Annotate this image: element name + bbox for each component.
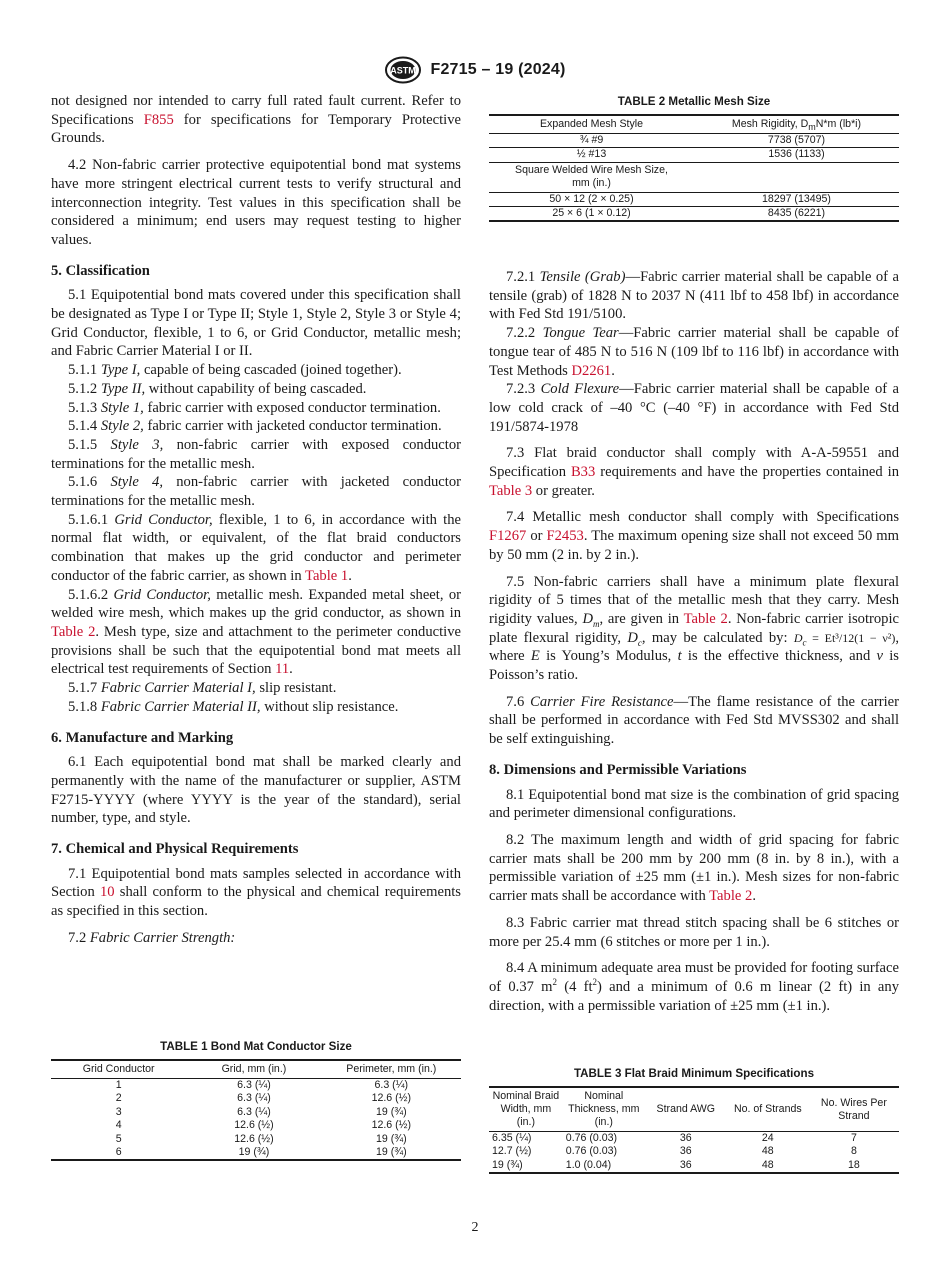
table-header-cell: Grid, mm (in.)	[186, 1060, 321, 1079]
paragraph-5-1-5: 5.1.5 Style 3, non-fabric carrier with exposed conductor terminations for the metallic mesh.	[51, 436, 461, 472]
paragraph-7-5: 7.5 Non-fabric carriers shall have a minimum plate flexural rigidity of 5 times that of the metallic mesh that they carry. Mesh rigidity values, $D_m$, are given in Table 2. Non-fabric carrier isotropic plate flexural rigidity, $D_c$, may be calculated by: $D_c = Et^3/12(1 - \nu^2)$, where E is Young’s Modulus, t is the effective thickness, and v is Poisson’s ratio.	[489, 573, 899, 684]
paragraph-7-2-3: 7.2.3 Cold Flexure—Fabric carrier material shall be capable of a low cold crack of –40 °C (–40 °F) in accordance with Fed Std 191/5874-1978	[489, 381, 899, 435]
table-row: 5 12.6 (½) 19 (¾)	[115, 1132, 407, 1145]
ref-f855-link[interactable]: F855	[143, 111, 174, 128]
table-2-link[interactable]: Table 2	[709, 888, 753, 905]
paragraph-7-1: 7.1 Equipotential bond mats samples selected in accordance with Section 10 shall conform to the physical and chemical requirements as specified in this section.	[51, 865, 461, 920]
table-1-link[interactable]: Table 1	[305, 567, 349, 584]
table-3-title: TABLE 3 Flat Braid Minimum Specifications	[573, 1067, 815, 1080]
table-row: 4 12.6 (½) 12.6 (½)	[115, 1119, 412, 1132]
table-header-cell: Mesh Rigidity, $D_mN*m$ (lb*i)	[694, 115, 899, 134]
paragraph-6-1: 6.1 Each equipotential bond mat shall be marked clearly and permanently with the name of the manufacturer or supplier, ASTM F2715-YYYY (where YYYY is the year of the standard), serial number, type, and style.	[51, 754, 461, 827]
paragraph-5-1: 5.1 Equipotential bond mats covered under this specification shall be designated as Type I or Type II; Style 1, Style 2, Style 3 or Style 4; Grid Conductor, flexible, 1 to 6, or Grid Conductor, metallic mesh; and Fabric Carrier Material I or II.	[51, 287, 461, 360]
table-row: 3 6.3 (¼) 19 (¾)	[115, 1105, 407, 1118]
paragraph-5-1-2: 5.1.2 Type II, without capability of being cascaded.	[68, 380, 367, 397]
table-header-cell: Perimeter, mm (in.)	[322, 1060, 461, 1079]
page-number: 2	[471, 1220, 479, 1235]
paragraph-8-4: 8.4 A minimum adequate area must be provided for footing surface of 0.37 $m^2$ (4 $ft^2$) and a minimum of 0.6 m linear (2 ft) in any direction, with a permissible variation of ±25 mm (±1 in.).	[489, 960, 899, 1014]
paragraph-8-2: 8.2 The maximum length and width of grid spacing for fabric carrier mats shall be 200 mm by 200 mm (8 in. by 8 in.), with a permissible variation of ±25 mm (±1 in.). Mesh sizes for non-fabric carrier mats shall be accordance with Table 2.	[489, 831, 899, 905]
paragraph-5-1-8: 5.1.8 Fabric Carrier Material II, without slip resistance.	[68, 698, 399, 715]
paragraph-5-1-6-1: 5.1.6.1 Grid Conductor, flexible, 1 to 6, in accordance with the normal flat width, or equivalent, of the flat braid conductors combination that makes up the grid conductor and perimeter conductor of the fabric carrier, as shown in Table 1.	[51, 511, 461, 584]
table-1	[51, 1040, 461, 1161]
paragraph-7-2-2: 7.2.2 Tongue Tear—Fabric carrier material shall be capable of tongue tear of 485 N to 516 N (109 lbf to 116 lbf) in accordance with Test Methods D2261.	[489, 325, 899, 379]
table-row: 25 × 6 (1 × 0.12) 8435 (6221)	[489, 207, 899, 222]
table-row: 2 6.3 (¼) 12.6 (½)	[115, 1092, 412, 1105]
astm-logo-icon	[384, 56, 422, 84]
table-row: 12.7 (½) 0.76 (0.03) 36 48 8	[492, 1145, 857, 1158]
section-11-link[interactable]: 11	[275, 661, 290, 678]
table-header-cell: Grid Conductor	[51, 1060, 186, 1079]
table-row: 6.35 (¼) 0.76 (0.03) 36 24 7	[492, 1132, 857, 1144]
table-row: Square Welded Wire Mesh Size, mm (in.)	[489, 162, 899, 192]
section-8-heading: 8. Dimensions and Permissible Variations	[489, 761, 747, 778]
table-row: 6 19 (¾) 19 (¾)	[51, 1146, 461, 1160]
paragraph-7-4: 7.4 Metallic mesh conductor shall comply with Specifications F1267 or F2453. The maximum opening size shall not exceed 50 mm by 50 mm (2 in. by 2 in.).	[489, 509, 899, 563]
section-5-heading: 5. Classification	[51, 262, 150, 279]
ref-f2453-link[interactable]: F2453	[546, 528, 584, 545]
table-row: ¾ #9 7738 (5707)	[489, 134, 899, 148]
section-6-heading: 6. Manufacture and Marking	[51, 729, 234, 746]
paragraph-8-3: 8.3 Fabric carrier mat thread stitch spacing shall be 6 stitches or more per 25.4 mm (6 stitches or more per 1 in.).	[489, 914, 899, 950]
paragraph-5-1-6: 5.1.6 Style 4, non-fabric carrier with jacketed conductor terminations for the metallic mesh.	[51, 474, 461, 510]
ref-d2261-link[interactable]: D2261	[571, 362, 612, 379]
table-row: 19 (¾) 1.0 (0.04) 36 48 18	[489, 1159, 899, 1173]
paragraph-4-1-continued: not designed nor intended to carry full rated fault current. Refer to Specifications F855 for specifications for Temporary Protective Grounds.	[51, 93, 461, 147]
table-2-title: TABLE 2 Metallic Mesh Size	[617, 95, 771, 108]
table-header-cell: Nominal Thickness, mm (in.)	[563, 1087, 645, 1132]
table-header-cell: Nominal Braid Width, mm (in.)	[489, 1087, 563, 1132]
paragraph-4-2: 4.2 Non-fabric carrier protective equipotential bond mat systems have more stringent electrical current tests to verify structural and interconnection integrity. Test values in this specification shall be considered a minimum; end users may request testing to higher values.	[51, 157, 461, 248]
document-designation: F2715 – 19 (2024)	[430, 61, 566, 78]
page-header	[0, 55, 950, 85]
paragraph-7-2-1: 7.2.1 Tensile (Grab)—Fabric carrier material shall be capable of a tensile (grab) of 1828 N to 2037 N (411 lbf to 458 lbf) in accordance with Fed Std 191/5100.	[489, 269, 899, 323]
table-2	[489, 95, 899, 222]
paragraph-5-1-1: 5.1.1 Type I, capable of being cascaded (joined together).	[68, 362, 402, 379]
flexural-rigidity-formula: $D_c = Et^3/12(1 - \nu^2)$	[793, 630, 896, 648]
table-3-link[interactable]: Table 3	[489, 482, 533, 499]
paragraph-5-1-3: 5.1.3 Style 1, fabric carrier with exposed conductor termination.	[68, 399, 441, 416]
paragraph-8-1: 8.1 Equipotential bond mat size is the combination of grid spacing and perimeter dimensional configurations.	[489, 786, 899, 822]
left-column	[51, 92, 461, 948]
table-header-cell: No. of Strands	[727, 1087, 809, 1132]
table-2-link[interactable]: Table 2	[683, 610, 728, 627]
ref-b33-link[interactable]: B33	[570, 464, 596, 481]
paragraph-5-1-4: 5.1.4 Style 2, fabric carrier with jacketed conductor termination.	[68, 418, 442, 435]
paragraph-5-1-6-2: 5.1.6.2 Grid Conductor, metallic mesh. Expanded metal sheet, or welded wire mesh, which makes up the grid conductor, as shown in Table 2. Mesh type, size and attachment to the perimeter conductive provisions shall be such that the equipotential bond mat meets all electrical test requirements of Section 11.	[51, 586, 461, 678]
table-header-cell: No. Wires Per Strand	[809, 1087, 899, 1132]
paragraph-7-2: 7.2 Fabric Carrier Strength:	[68, 929, 236, 946]
paragraph-7-6: 7.6 Carrier Fire Resistance—The flame resistance of the carrier shall be performed in accordance with Fed Std MVSS302 and shall be self extinguishing.	[489, 693, 899, 748]
table-header-cell: Strand AWG	[645, 1087, 727, 1132]
table-header-cell: Expanded Mesh Style	[489, 115, 694, 134]
table-row: 1 6.3 (¼) 6.3 (¼)	[115, 1079, 409, 1091]
ref-f1267-link[interactable]: F1267	[489, 528, 527, 545]
svg-text:ASTM: ASTM	[390, 65, 417, 76]
table-row: ½ #13 1536 (1133)	[489, 148, 899, 162]
right-column	[489, 268, 899, 1015]
paragraph-5-1-7: 5.1.7 Fabric Carrier Material I, slip resistant.	[68, 680, 337, 697]
table-2-link[interactable]: Table 2	[51, 623, 96, 640]
table-row: 50 × 12 (2 × 0.25) 18297 (13495)	[489, 192, 899, 206]
section-7-heading: 7. Chemical and Physical Requirements	[51, 841, 299, 858]
table-3	[489, 1067, 899, 1174]
section-10-link[interactable]: 10	[99, 884, 115, 901]
paragraph-7-3: 7.3 Flat braid conductor shall comply with A-A-59551 and Specification B33 requirements and have the properties contained in Table 3 or greater.	[489, 445, 899, 499]
table-1-title: TABLE 1 Bond Mat Conductor Size	[160, 1040, 352, 1053]
